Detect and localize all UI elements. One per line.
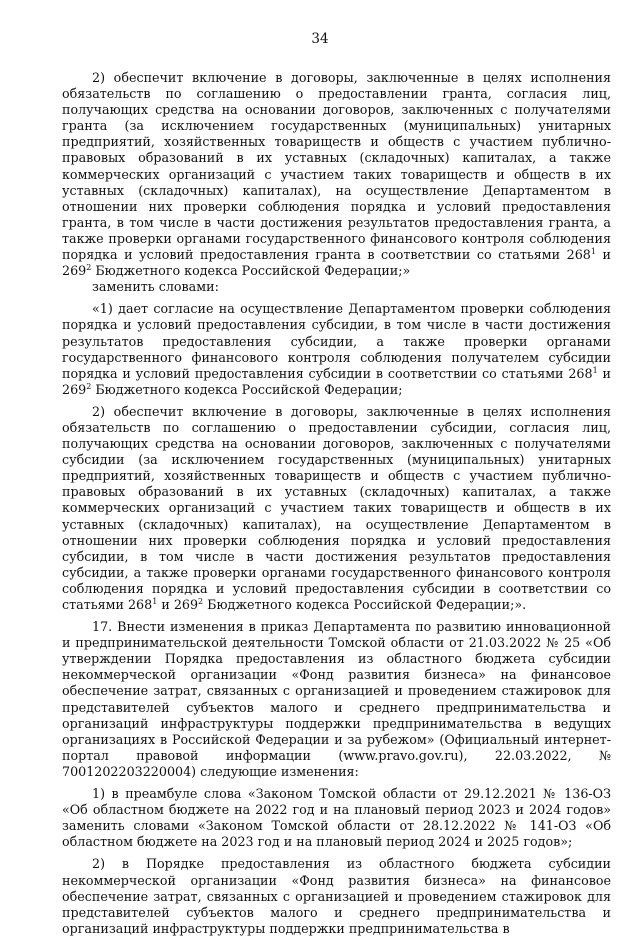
paragraph-4-text: 2) обеспечит включение в договоры, заключенные в целях исполнения обязательств по соглашению о предоставлении субсидии, согласия лиц, получающих средства на основании договоров, заключенных с получателями субсидии (за исключением государственных (муниципальных) унитарных предприятий, хозяйственных товариществ и обществ с участием публично-правовых образований в их уставных (складочных) капиталах, а также коммерческих организаций с участием таких товариществ и обществ в их уставных (складочных) капиталах), на осуществление Департаментом в отношении них проверки соблюдения порядка и условий предоставления субсидии, в том числе в части достижения результатов предоставления субсидии, а также проверки органами государственного финансового контроля соблюдения порядка и условий предоставления субсидии в соответствии со статьями 268: [62, 403, 611, 612]
paragraph-1-text: 2) обеспечит включение в договоры, заключенные в целях исполнения обязательств по соглашению о предоставлении гранта, согласия лиц, получающих средства на основании договоров, заключенных с получателями гранта (за исключением государственных (муниципальных) унитарных предприятий, хозяйственных товариществ и обществ с участием публично-правовых образований в их уставных (складочных) капиталах, а также коммерческих организаций с участием таких товариществ и обществ в их уставных (складочных) капиталах), на осуществление Департаментом в отношении них проверки соблюдения порядка и условий предоставления гранта, в том числе в части достижения результатов предоставления гранта, а также проверки органами государственного финансового контроля соблюдения порядка и условий предоставления гранта в соответствии со статьями 268: [62, 70, 611, 263]
paragraph-5-text: 17. Внести изменения в приказ Департамента по развитию инновационной и предпринимательской деятельности Томской области от 21.03.2022 № 25 «Об утверждении Порядка предоставления из областного бюджета субсидии некоммерческой организации «Фонд развития бизнеса» на финансовое обеспечение затрат, связанных с организацией и проведением стажировок для представителей субъектов малого и среднего предпринимательства и организаций инфраструктуры поддержки предпринимательства в ведущих организациях в Российской Федерации и за рубежом» (Официальный интернет-портал правовой информации (www.pravo.gov.ru), 22.03.2022, № 7001202203220004) следующие изменения:: [62, 619, 611, 779]
paragraph-4-end: Бюджетного кодекса Российской Федерации;».: [203, 597, 527, 612]
paragraph-3-sup-1: 1: [592, 365, 598, 375]
paragraph-7: [62, 856, 611, 936]
paragraph-6: [62, 786, 611, 850]
paragraph-6-text: 1) в преамбуле слова «Законом Томской области от 29.12.2021 № 136-ОЗ «Об областном бюджете на 2022 год и на плановый период 2023 и 2024 годов» заменить словами «Законом Томской области от 28.12.2022 № 141-ОЗ «Об областном бюджете на 2023 год и на плановый период 2024 и 2025 годов»;: [62, 786, 611, 850]
paragraph-2: [62, 279, 611, 295]
paragraph-5: [62, 619, 611, 780]
paragraph-1-sup-2: 2: [86, 263, 92, 273]
paragraph-1-end: Бюджетного кодекса Российской Федерации;»: [91, 263, 411, 279]
paragraph-1-sup-1: 1: [590, 247, 596, 257]
paragraph-3-mid: и 269: [62, 365, 611, 397]
paragraph-4: [62, 404, 611, 613]
paragraph-4-mid: и 269: [157, 597, 199, 612]
paragraph-3: [62, 301, 611, 398]
page-number: 34: [311, 31, 329, 47]
paragraph-4-sup-2: 2: [198, 597, 204, 606]
paragraph-4-sup-1: 1: [152, 597, 158, 606]
paragraph-3-sup-2: 2: [86, 381, 92, 391]
paragraph-1-mid: и 269: [62, 247, 611, 279]
paragraph-2-text: заменить словами:: [92, 279, 219, 295]
document-body: [62, 70, 611, 937]
paragraph-3-text: «1) дает согласие на осуществление Департаментом проверки соблюдения порядка и условий предоставления субсидии, в том числе в части достижения результатов предоставления субсидии, а также проверки органами государственного финансового контроля соблюдения получателем субсидии порядка и условий предоставления субсидии в соответствии со статьями 268: [62, 301, 611, 381]
paragraph-3-end: Бюджетного кодекса Российской Федерации;: [91, 381, 403, 397]
paragraph-7-text: 2) в Порядке предоставления из областного бюджета субсидии некоммерческой организации «Фонд развития бизнеса» на финансовое обеспечение затрат, связанных с организацией и проведением стажировок для представителей субъектов малого и среднего предпринимательства и организаций инфраструктуры поддержки предпринимательства в: [62, 856, 611, 936]
paragraph-1: [62, 70, 611, 279]
